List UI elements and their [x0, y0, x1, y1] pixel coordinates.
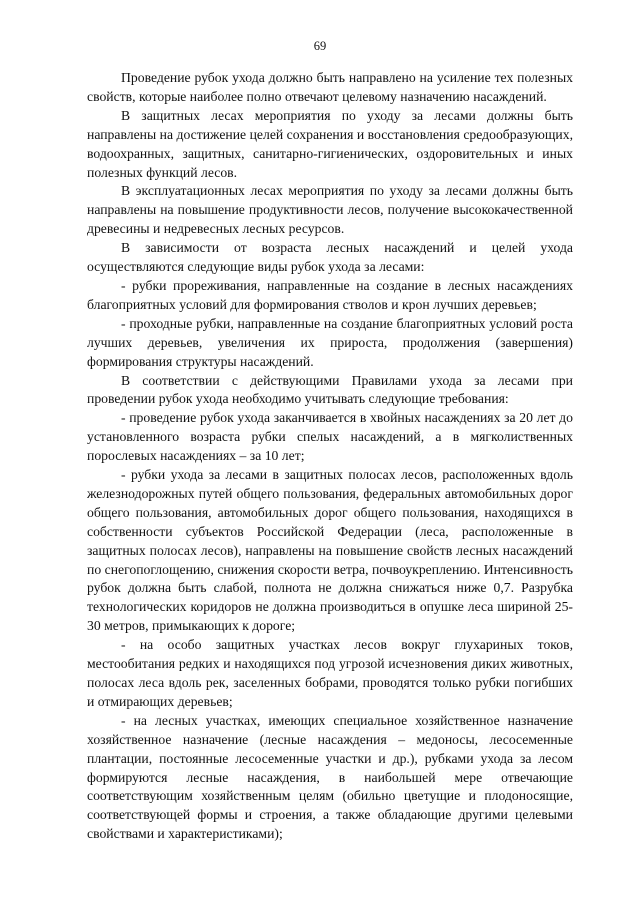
paragraph-exploitation-forests: В эксплуатационных лесах мероприятия по уходу за лесами должны быть направлены на повышение продуктивности лесов, получение высококачественной древесины и недревесных лесных ресурсов.: [87, 183, 573, 237]
list-item-roadside-strips: - рубки ухода за лесами в защитных полосах лесов, расположенных вдоль железнодорожных путей общего пользования, федеральных автомобильных дорог общего пользования, автомобильных дорог общего пользования, находящихся в собственности субъектов Российской Федерации (леса, расположенные в защитных полосах лесов), направлены на повышение свойств лесных насаждений по снегопоглощению, снижения скорости ветра, почвоукреплению. Интенсивность рубок должна быть слабой, полнота не должна снижаться ниже 0,7. Разрубка технологических коридоров не должна производиться в опушке леса шириной 25-30 метров, примыкающих к дороге;: [87, 467, 573, 634]
paragraph-thinning-purpose: Проведение рубок ухода должно быть направлено на усиление тех полезных свойств, которые наиболее полно отвечают целевому назначению насаждений.: [87, 70, 573, 104]
paragraph-requirements-intro: В соответствии с действующими Правилами ухода за лесами при проведении рубок ухода необходимо учитывать следующие требования:: [87, 372, 573, 407]
list-item-thinning-cuts: - рубки прореживания, направленные на создание в лесных насаждениях благоприятных условий для формирования стволов и крон лучших деревьев;: [87, 277, 573, 312]
paragraph-thinning-types-intro: В зависимости от возраста лесных насаждений и целей ухода осуществляются следующие виды рубок ухода за лесами:: [87, 240, 573, 275]
list-item-special-purpose-plots: - на лесных участках, имеющих специальное хозяйственное назначение хозяйственное назначение (лесные насаждения – медоносы, лесосеменные плантации, постоянные лесосеменные участки и др.), рубками ухода за лесом формируются лесные насаждения, в наибольшей мере отвечающие соответствующим хозяйственным целям (обильно цветущие и плодоносящие, соответствующей формы и строения, а также обладающие другими целевыми свойствами и характеристиками);: [87, 712, 573, 842]
list-item-conifer-deadline: - проведение рубок ухода заканчивается в хвойных насаждениях за 20 лет до установленного возраста рубки спелых насаждений, а в мягколиственных порослевых насаждениях – за 10 лет;: [87, 410, 573, 464]
paragraph-protective-forests: В защитных лесах мероприятия по уходу за лесами должны быть направлены на достижение целей сохранения и восстановления средообразующих, водоохранных, защитных, санитарно-гигиенических, оздоровительных и иных полезных функций лесов.: [87, 107, 573, 180]
list-item-special-protection-areas: - на особо защитных участках лесов вокруг глухариных токов, местообитания редких и находящихся под угрозой исчезновения диких животных, полосах леса вдоль рек, заселенных бобрами, проводятся только рубки погибших и отмирающих деревьев;: [87, 637, 573, 709]
page-number: 69: [313, 39, 327, 53]
list-item-passage-cuts: - проходные рубки, направленные на создание благоприятных условий роста лучших деревьев, увеличения их прироста, продолжения (завершения) формирования структуры насаждений.: [87, 315, 573, 369]
document-body: [87, 69, 573, 844]
